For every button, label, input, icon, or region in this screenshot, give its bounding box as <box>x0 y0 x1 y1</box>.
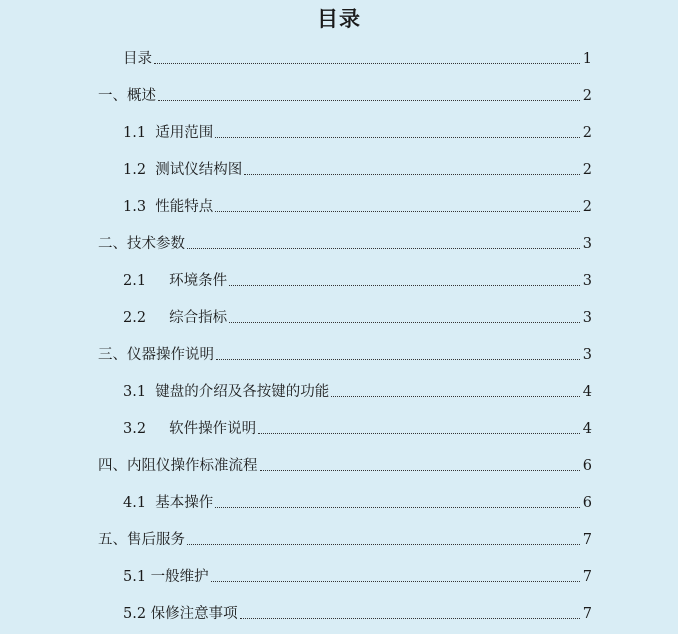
toc-entry-label: 1.1 适用范围 <box>123 125 214 141</box>
toc-entry[interactable] <box>123 44 592 68</box>
toc-entry-page: 7 <box>582 569 592 585</box>
toc-entry-page: 6 <box>582 495 592 511</box>
toc-entry-page: 4 <box>582 384 592 400</box>
toc-entry-page: 2 <box>582 162 592 178</box>
toc-entry-label: 四、内阻仪操作标准流程 <box>98 458 258 474</box>
toc-entry-label: 1.2 测试仪结构图 <box>123 162 243 178</box>
toc-entry[interactable] <box>123 118 592 142</box>
dot-leader <box>244 173 580 175</box>
toc-entry[interactable] <box>98 451 592 475</box>
dot-leader <box>260 469 581 471</box>
dot-leader <box>216 358 580 360</box>
toc-title: 目录 <box>317 6 361 31</box>
toc-entry-page: 4 <box>582 421 592 437</box>
toc-entry-page: 3 <box>582 273 592 289</box>
toc-entry-label: 一、概述 <box>98 88 156 104</box>
toc-entry-page: 7 <box>582 606 592 622</box>
toc-entry-page: 3 <box>582 347 592 363</box>
toc-entry-label: 三、仪器操作说明 <box>98 347 214 363</box>
toc-entry-label: 二、技术参数 <box>98 236 185 252</box>
toc-entry-page: 3 <box>582 310 592 326</box>
dot-leader <box>258 432 580 434</box>
toc-entry[interactable] <box>123 488 592 512</box>
dot-leader <box>187 543 580 545</box>
toc-entry[interactable] <box>123 599 592 623</box>
dot-leader <box>187 247 580 249</box>
dot-leader <box>215 136 580 138</box>
toc-entry[interactable] <box>123 155 592 179</box>
toc-entry-label: 5.2 保修注意事项 <box>123 606 238 622</box>
toc-entry[interactable] <box>98 229 592 253</box>
toc-entry-label: 五、售后服务 <box>98 532 185 548</box>
toc-entry-label: 3.1 键盘的介绍及各按键的功能 <box>123 384 330 400</box>
dot-leader <box>211 580 580 582</box>
toc-entry[interactable] <box>123 266 592 290</box>
toc-entry-page: 2 <box>582 199 592 215</box>
toc-entry[interactable] <box>123 192 592 216</box>
toc-entry-label: 目录 <box>123 51 152 67</box>
toc-entry-page: 1 <box>582 51 592 67</box>
toc-entry[interactable] <box>123 377 592 401</box>
dot-leader <box>229 284 580 286</box>
dot-leader <box>154 62 580 64</box>
toc-entry-label: 1.3 性能特点 <box>123 199 214 215</box>
toc-entry[interactable] <box>123 303 592 327</box>
toc-entry-page: 3 <box>582 236 592 252</box>
toc-entry-page: 7 <box>582 532 592 548</box>
toc-entry-page: 2 <box>582 88 592 104</box>
toc-entry-label: 4.1 基本操作 <box>123 495 214 511</box>
toc-entry-page: 2 <box>582 125 592 141</box>
toc-entry[interactable] <box>123 562 592 586</box>
toc-entry[interactable] <box>98 81 592 105</box>
toc-entry[interactable] <box>98 340 592 364</box>
toc-entry[interactable] <box>123 414 592 438</box>
toc-entry-label: 5.1 一般维护 <box>123 569 209 585</box>
toc-entry-label: 2.1 环境条件 <box>123 273 228 289</box>
dot-leader <box>215 210 580 212</box>
toc-entry-label: 2.2 综合指标 <box>123 310 228 326</box>
toc-entry-page: 6 <box>582 458 592 474</box>
dot-leader <box>331 395 580 397</box>
dot-leader <box>229 321 580 323</box>
dot-leader <box>215 506 580 508</box>
toc-entry[interactable] <box>98 525 592 549</box>
dot-leader <box>240 617 580 619</box>
toc-entry-label: 3.2 软件操作说明 <box>123 421 257 437</box>
dot-leader <box>158 99 580 101</box>
